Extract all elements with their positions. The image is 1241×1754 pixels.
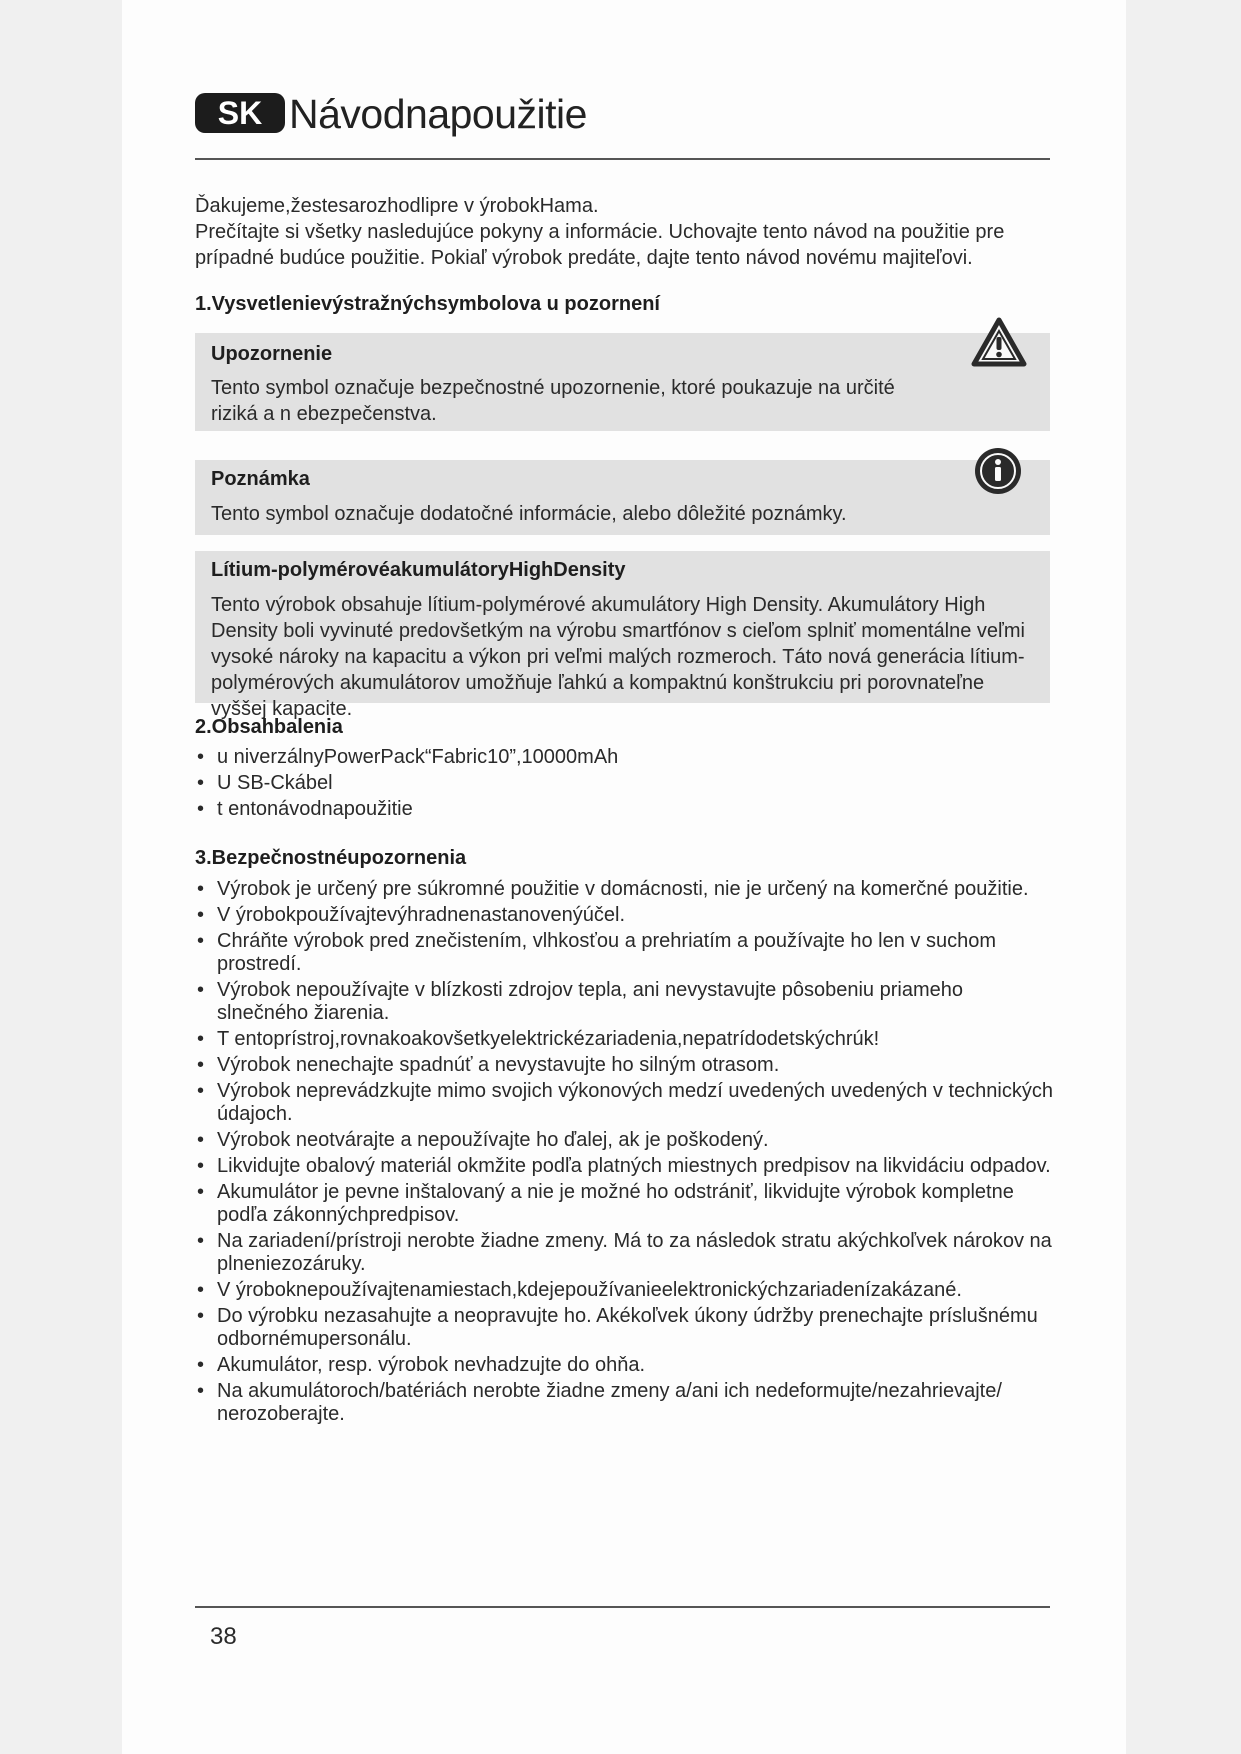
section-3-heading: 3.Bezpečnostnéupozornenia [195, 847, 467, 869]
page-title: Návodnapoužitie [289, 91, 587, 137]
list-item: • U SB-Ckábel [195, 772, 1055, 795]
list-item: • Výrobok nepoužívajte v blízkosti zdrojov tepla, ani nevystavujte pôsobeniu priameho slnečného žiarenia. [195, 979, 1055, 1025]
intro-line-2: Prečítajte si všetky nasledujúce pokyny a informácie. Uchovajte tento návod na použitie pre prípadné budúce použitie. Pokiaľ výrobok predáte, dajte tento návod novému majiteľovi. [195, 221, 1005, 269]
note-text: Tento symbol označuje dodatočné informácie, alebo dôležité poznámky. [211, 503, 847, 525]
list-item: • Na akumulátoroch/batériách nerobte žiadne zmeny a/ani ich nedeformujte/nezahrievajte/ nerozoberajte. [195, 1380, 1055, 1426]
warning-text: Tento symbol označuje bezpečnostné upozornenie, ktoré poukazuje na určité riziká a n ebezpečenstva. [211, 377, 895, 425]
list-item: • Výrobok neotvárajte a nepoužívajte ho ďalej, ak je poškodený. [195, 1129, 1055, 1152]
list-item: • u niverzálnyPowerPack“Fabric10”,10000mAh [195, 746, 1055, 769]
section-1-heading: 1.Vysvetlenievýstražnýchsymbolova u pozornení [195, 293, 660, 315]
info-icon [973, 446, 1023, 501]
page-header [195, 88, 1050, 162]
language-badge: SK [195, 93, 285, 133]
battery-title: Lítium-polymérovéakumulátoryHighDensity [211, 559, 626, 581]
intro-text [195, 193, 1055, 271]
list-item: • Výrobok je určený pre súkromné použitie v domácnosti, nie je určený na komerčné použitie. [195, 878, 1055, 901]
note-title: Poznámka [211, 468, 310, 490]
list-item: • Na zariadení/prístroji nerobte žiadne zmeny. Má to za následok stratu akýchkoľvek nárokov na plneniezozáruky. [195, 1230, 1055, 1276]
list-item: • Chráňte výrobok pred znečistením, vlhkosťou a prehriatím a používajte ho len v suchom prostredí. [195, 930, 1055, 976]
warning-box [195, 333, 1050, 431]
list-item: • V ýrobokpoužívajtevýhradnenastanovenýúčel. [195, 904, 1055, 927]
list-item: • Výrobok neprevádzkujte mimo svojich výkonových medzí uvedených uvedených v technických údajoch. [195, 1080, 1055, 1126]
list-item: • Akumulátor je pevne inštalovaný a nie je možné ho odstrániť, likvidujte výrobok kompletne podľa zákonnýchpredpisov. [195, 1181, 1055, 1227]
safety-list [195, 878, 1055, 1429]
package-contents-list [195, 746, 1055, 824]
intro-line-1: Ďakujeme,žestesarozhodlipre v ýrobokHama. [195, 195, 599, 217]
list-item: • t entonávodnapoužitie [195, 798, 1055, 821]
list-item: • Akumulátor, resp. výrobok nevhadzujte do ohňa. [195, 1354, 1055, 1377]
warning-title: Upozornenie [211, 343, 333, 365]
footer-rule [195, 1606, 1050, 1608]
page-number: 38 [210, 1623, 237, 1650]
list-item: • V ýrobokneрoužívajtenamiestach,kdejepoužívanieelektronickýchzariadenízakázané. [195, 1279, 1055, 1302]
header-rule [195, 158, 1050, 160]
list-item: • Likvidujte obalový materiál okmžite podľa platných miestnych predpisov na likvidáciu odpadov. [195, 1155, 1055, 1178]
battery-box [195, 551, 1050, 720]
list-item: • T entoprístroj,rovnakoakovšetkyelektrickézariadenia,nepatrídodetskýchrúk! [195, 1028, 1055, 1051]
warning-triangle-icon [971, 316, 1027, 373]
note-box [195, 460, 1050, 535]
list-item: • Do výrobku nezasahujte a neopravujte ho. Akékoľvek úkony údržby prenechajte príslušnému odbornémupersonálu. [195, 1305, 1055, 1351]
battery-text: Tento výrobok obsahuje lítium-polymérové akumulátory High Density. Akumulátory High Density boli vyvinuté predovšetkým na výrobu smartfónov s cieľom splniť momentálne veľmi vysoké nároky na kapacitu a výkon pri veľmi malých rozmeroch. Táto nová generácia lítium-polymérových akumulátorov umožňuje ľahkú a kompaktnú konštrukciu pri porovnateľne vyššej kapacite. [211, 594, 1025, 720]
list-item: • Výrobok nenechajte spadnúť a nevystavujte ho silným otrasom. [195, 1054, 1055, 1077]
section-2-heading: 2.Obsahbalenia [195, 716, 343, 738]
